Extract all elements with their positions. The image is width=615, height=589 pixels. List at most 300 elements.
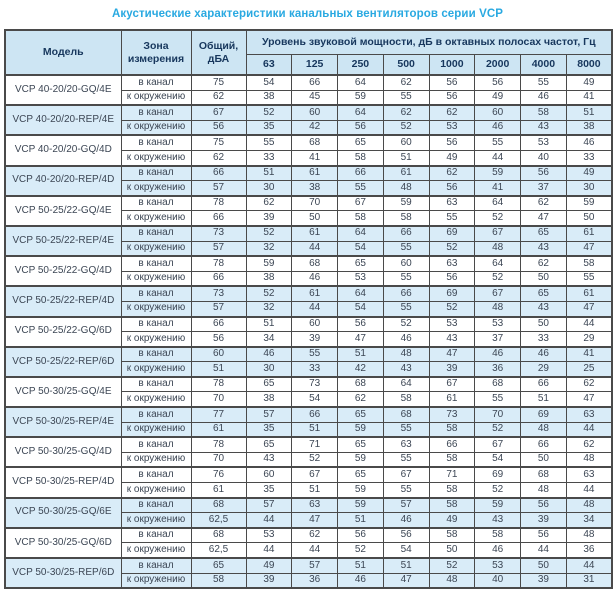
level-duct-250hz: 64 — [338, 226, 384, 241]
level-duct-8000hz: 62 — [566, 377, 612, 392]
level-ambient-4000hz: 48 — [521, 483, 567, 498]
level-duct-250hz: 65 — [338, 407, 384, 422]
level-duct-125hz: 63 — [292, 498, 338, 513]
level-ambient-500hz: 55 — [383, 271, 429, 286]
level-duct-500hz: 67 — [383, 467, 429, 482]
model-name: VCP 40-20/20-GQ/4E — [5, 75, 121, 105]
level-ambient-1000hz: 52 — [429, 301, 475, 316]
table-row-duct — [5, 317, 612, 332]
level-duct-2000hz: 64 — [475, 196, 521, 211]
level-duct-4000hz: 68 — [521, 467, 567, 482]
total-dba-duct: 66 — [191, 166, 246, 181]
zone-label-duct: в канал — [121, 407, 191, 422]
level-duct-63hz: 51 — [246, 317, 292, 332]
level-ambient-125hz: 33 — [292, 362, 338, 377]
level-duct-2000hz: 59 — [475, 498, 521, 513]
table-row-duct — [5, 347, 612, 362]
zone-label-ambient: к окружению — [121, 241, 191, 256]
zone-label-ambient: к окружению — [121, 271, 191, 286]
column-header-freq-250: 250 — [338, 55, 384, 76]
level-duct-63hz: 55 — [246, 135, 292, 150]
level-duct-63hz: 46 — [246, 347, 292, 362]
level-ambient-63hz: 30 — [246, 362, 292, 377]
zone-label-duct: в канал — [121, 347, 191, 362]
zone-label-ambient: к окружению — [121, 211, 191, 226]
level-duct-63hz: 65 — [246, 437, 292, 452]
level-duct-250hz: 56 — [338, 317, 384, 332]
total-dba-ambient: 66 — [191, 271, 246, 286]
model-name: VCP 50-25/22-GQ/4E — [5, 196, 121, 226]
zone-label-ambient: к окружению — [121, 120, 191, 135]
level-ambient-125hz: 39 — [292, 332, 338, 347]
level-duct-500hz: 56 — [383, 528, 429, 543]
level-duct-500hz: 62 — [383, 75, 429, 90]
total-dba-duct: 60 — [191, 347, 246, 362]
level-ambient-4000hz: 40 — [521, 150, 567, 165]
table-row-duct — [5, 467, 612, 482]
level-duct-8000hz: 48 — [566, 528, 612, 543]
level-duct-2000hz: 67 — [475, 226, 521, 241]
model-name: VCP 50-30/25-REP/4E — [5, 407, 121, 437]
total-dba-ambient: 61 — [191, 483, 246, 498]
level-ambient-125hz: 51 — [292, 483, 338, 498]
level-duct-1000hz: 67 — [429, 377, 475, 392]
level-duct-1000hz: 63 — [429, 256, 475, 271]
total-dba-ambient: 62 — [191, 150, 246, 165]
level-duct-63hz: 60 — [246, 467, 292, 482]
total-dba-duct: 75 — [191, 75, 246, 90]
level-ambient-4000hz: 33 — [521, 332, 567, 347]
model-name: VCP 50-30/25-REP/4D — [5, 467, 121, 497]
level-duct-250hz: 67 — [338, 196, 384, 211]
level-ambient-4000hz: 50 — [521, 271, 567, 286]
level-duct-250hz: 64 — [338, 75, 384, 90]
table-row-duct — [5, 528, 612, 543]
level-ambient-4000hz: 50 — [521, 452, 567, 467]
level-ambient-250hz: 54 — [338, 241, 384, 256]
level-ambient-1000hz: 58 — [429, 452, 475, 467]
level-duct-250hz: 65 — [338, 256, 384, 271]
level-duct-8000hz: 61 — [566, 226, 612, 241]
level-duct-500hz: 57 — [383, 498, 429, 513]
level-ambient-63hz: 43 — [246, 452, 292, 467]
level-ambient-8000hz: 31 — [566, 573, 612, 588]
table-row-duct — [5, 226, 612, 241]
level-ambient-63hz: 38 — [246, 90, 292, 105]
total-dba-duct: 73 — [191, 226, 246, 241]
total-dba-ambient: 51 — [191, 362, 246, 377]
level-ambient-4000hz: 39 — [521, 573, 567, 588]
zone-label-duct: в канал — [121, 135, 191, 150]
level-ambient-125hz: 41 — [292, 150, 338, 165]
level-duct-63hz: 62 — [246, 196, 292, 211]
level-ambient-63hz: 44 — [246, 513, 292, 528]
total-dba-duct: 78 — [191, 256, 246, 271]
level-duct-125hz: 55 — [292, 347, 338, 362]
total-dba-ambient: 58 — [191, 573, 246, 588]
level-duct-4000hz: 66 — [521, 437, 567, 452]
level-ambient-500hz: 55 — [383, 90, 429, 105]
table-row-duct — [5, 437, 612, 452]
level-duct-2000hz: 53 — [475, 558, 521, 573]
level-duct-250hz: 51 — [338, 558, 384, 573]
level-ambient-1000hz: 39 — [429, 362, 475, 377]
level-duct-8000hz: 51 — [566, 105, 612, 120]
level-ambient-125hz: 38 — [292, 181, 338, 196]
zone-label-ambient: к окружению — [121, 362, 191, 377]
column-header-freq-2000: 2000 — [475, 55, 521, 76]
level-duct-125hz: 67 — [292, 467, 338, 482]
level-ambient-125hz: 44 — [292, 543, 338, 558]
total-dba-ambient: 57 — [191, 241, 246, 256]
column-header-spectrum: Уровень звуковой мощности, дБ в октавных полосах частот, Гц — [246, 30, 612, 55]
level-duct-63hz: 57 — [246, 407, 292, 422]
table-row-duct — [5, 75, 612, 90]
table-row-duct — [5, 166, 612, 181]
level-ambient-500hz: 55 — [383, 422, 429, 437]
zone-label-duct: в канал — [121, 105, 191, 120]
level-ambient-1000hz: 56 — [429, 90, 475, 105]
level-ambient-8000hz: 33 — [566, 150, 612, 165]
level-duct-250hz: 59 — [338, 498, 384, 513]
model-name: VCP 50-30/25-GQ/6E — [5, 498, 121, 528]
level-ambient-2000hz: 52 — [475, 483, 521, 498]
zone-label-ambient: к окружению — [121, 332, 191, 347]
level-duct-250hz: 65 — [338, 467, 384, 482]
total-dba-duct: 76 — [191, 467, 246, 482]
column-header-freq-500: 500 — [383, 55, 429, 76]
level-duct-500hz: 66 — [383, 286, 429, 301]
level-ambient-250hz: 52 — [338, 543, 384, 558]
level-ambient-500hz: 55 — [383, 301, 429, 316]
level-duct-500hz: 59 — [383, 196, 429, 211]
level-duct-500hz: 60 — [383, 256, 429, 271]
level-ambient-8000hz: 36 — [566, 543, 612, 558]
level-duct-1000hz: 47 — [429, 347, 475, 362]
level-duct-125hz: 70 — [292, 196, 338, 211]
level-ambient-1000hz: 48 — [429, 573, 475, 588]
level-ambient-2000hz: 36 — [475, 362, 521, 377]
level-ambient-8000hz: 50 — [566, 211, 612, 226]
level-duct-500hz: 60 — [383, 135, 429, 150]
zone-label-duct: в канал — [121, 317, 191, 332]
level-duct-63hz: 52 — [246, 226, 292, 241]
level-ambient-250hz: 46 — [338, 573, 384, 588]
level-ambient-125hz: 50 — [292, 211, 338, 226]
level-duct-500hz: 66 — [383, 226, 429, 241]
table-row-duct — [5, 407, 612, 422]
level-duct-250hz: 64 — [338, 286, 384, 301]
level-duct-1000hz: 58 — [429, 528, 475, 543]
total-dba-duct: 78 — [191, 196, 246, 211]
level-ambient-2000hz: 43 — [475, 513, 521, 528]
level-duct-4000hz: 56 — [521, 166, 567, 181]
level-ambient-125hz: 45 — [292, 90, 338, 105]
level-duct-125hz: 68 — [292, 135, 338, 150]
column-header-total-dba: Общий, дБА — [191, 30, 246, 75]
level-duct-8000hz: 44 — [566, 317, 612, 332]
total-dba-ambient: 70 — [191, 392, 246, 407]
level-ambient-63hz: 38 — [246, 392, 292, 407]
level-duct-125hz: 73 — [292, 377, 338, 392]
model-name: VCP 50-30/25-GQ/6D — [5, 528, 121, 558]
table-row-duct — [5, 256, 612, 271]
level-ambient-250hz: 53 — [338, 271, 384, 286]
zone-label-ambient: к окружению — [121, 573, 191, 588]
level-ambient-500hz: 47 — [383, 573, 429, 588]
level-duct-2000hz: 70 — [475, 407, 521, 422]
total-dba-duct: 73 — [191, 286, 246, 301]
level-duct-125hz: 61 — [292, 226, 338, 241]
level-ambient-125hz: 36 — [292, 573, 338, 588]
level-duct-2000hz: 58 — [475, 528, 521, 543]
level-ambient-4000hz: 48 — [521, 422, 567, 437]
total-dba-ambient: 56 — [191, 332, 246, 347]
level-ambient-63hz: 32 — [246, 301, 292, 316]
level-ambient-63hz: 38 — [246, 271, 292, 286]
table-row-duct — [5, 286, 612, 301]
level-ambient-250hz: 59 — [338, 452, 384, 467]
model-name: VCP 50-25/22-GQ/4D — [5, 256, 121, 286]
level-duct-1000hz: 58 — [429, 498, 475, 513]
level-duct-4000hz: 58 — [521, 105, 567, 120]
level-duct-2000hz: 67 — [475, 286, 521, 301]
level-duct-4000hz: 65 — [521, 226, 567, 241]
level-duct-63hz: 65 — [246, 377, 292, 392]
model-name: VCP 40-20/20-REP/4E — [5, 105, 121, 135]
level-ambient-500hz: 52 — [383, 120, 429, 135]
model-name: VCP 50-30/25-GQ/4E — [5, 377, 121, 407]
zone-label-duct: в канал — [121, 377, 191, 392]
level-duct-8000hz: 61 — [566, 286, 612, 301]
zone-label-ambient: к окружению — [121, 452, 191, 467]
level-ambient-125hz: 54 — [292, 392, 338, 407]
level-duct-63hz: 57 — [246, 498, 292, 513]
table-row-duct — [5, 105, 612, 120]
level-ambient-1000hz: 49 — [429, 150, 475, 165]
level-duct-4000hz: 56 — [521, 528, 567, 543]
level-ambient-125hz: 47 — [292, 513, 338, 528]
level-ambient-2000hz: 52 — [475, 211, 521, 226]
zone-label-duct: в канал — [121, 528, 191, 543]
total-dba-ambient: 57 — [191, 301, 246, 316]
level-ambient-4000hz: 43 — [521, 241, 567, 256]
zone-label-duct: в канал — [121, 437, 191, 452]
level-ambient-8000hz: 30 — [566, 181, 612, 196]
level-duct-63hz: 52 — [246, 105, 292, 120]
level-ambient-2000hz: 37 — [475, 332, 521, 347]
level-duct-500hz: 52 — [383, 317, 429, 332]
level-ambient-1000hz: 49 — [429, 513, 475, 528]
level-ambient-2000hz: 52 — [475, 422, 521, 437]
level-ambient-8000hz: 34 — [566, 513, 612, 528]
level-duct-63hz: 54 — [246, 75, 292, 90]
level-ambient-63hz: 35 — [246, 120, 292, 135]
zone-label-ambient: к окружению — [121, 90, 191, 105]
level-ambient-8000hz: 38 — [566, 120, 612, 135]
level-duct-1000hz: 62 — [429, 105, 475, 120]
level-duct-63hz: 53 — [246, 528, 292, 543]
level-duct-8000hz: 41 — [566, 347, 612, 362]
total-dba-duct: 68 — [191, 528, 246, 543]
level-ambient-125hz: 46 — [292, 271, 338, 286]
level-ambient-250hz: 51 — [338, 513, 384, 528]
model-name: VCP 50-25/22-REP/4D — [5, 286, 121, 316]
level-ambient-1000hz: 58 — [429, 483, 475, 498]
zone-label-ambient: к окружению — [121, 392, 191, 407]
level-duct-4000hz: 56 — [521, 498, 567, 513]
level-duct-125hz: 71 — [292, 437, 338, 452]
level-ambient-8000hz: 25 — [566, 362, 612, 377]
level-ambient-500hz: 55 — [383, 452, 429, 467]
zone-label-duct: в канал — [121, 467, 191, 482]
level-ambient-1000hz: 61 — [429, 392, 475, 407]
level-ambient-4000hz: 51 — [521, 392, 567, 407]
level-ambient-8000hz: 44 — [566, 483, 612, 498]
level-duct-1000hz: 69 — [429, 226, 475, 241]
level-ambient-250hz: 59 — [338, 422, 384, 437]
level-duct-125hz: 62 — [292, 528, 338, 543]
level-ambient-1000hz: 56 — [429, 181, 475, 196]
level-duct-4000hz: 62 — [521, 256, 567, 271]
level-duct-250hz: 68 — [338, 377, 384, 392]
column-header-freq-63: 63 — [246, 55, 292, 76]
level-ambient-1000hz: 56 — [429, 271, 475, 286]
level-duct-250hz: 56 — [338, 528, 384, 543]
column-header-freq-125: 125 — [292, 55, 338, 76]
level-duct-125hz: 57 — [292, 558, 338, 573]
level-ambient-500hz: 54 — [383, 543, 429, 558]
zone-label-ambient: к окружению — [121, 181, 191, 196]
level-ambient-250hz: 59 — [338, 483, 384, 498]
level-ambient-125hz: 51 — [292, 422, 338, 437]
level-duct-250hz: 65 — [338, 135, 384, 150]
zone-label-ambient: к окружению — [121, 422, 191, 437]
level-duct-2000hz: 46 — [475, 347, 521, 362]
level-ambient-63hz: 39 — [246, 211, 292, 226]
level-ambient-4000hz: 43 — [521, 301, 567, 316]
level-ambient-2000hz: 54 — [475, 452, 521, 467]
level-duct-4000hz: 69 — [521, 407, 567, 422]
level-ambient-500hz: 58 — [383, 392, 429, 407]
level-ambient-4000hz: 39 — [521, 513, 567, 528]
level-ambient-4000hz: 29 — [521, 362, 567, 377]
level-ambient-8000hz: 48 — [566, 452, 612, 467]
level-duct-500hz: 48 — [383, 347, 429, 362]
level-duct-2000hz: 64 — [475, 256, 521, 271]
model-name: VCP 50-25/22-REP/4E — [5, 226, 121, 256]
level-duct-250hz: 64 — [338, 105, 384, 120]
level-duct-1000hz: 73 — [429, 407, 475, 422]
zone-label-duct: в канал — [121, 226, 191, 241]
level-duct-63hz: 59 — [246, 256, 292, 271]
level-ambient-250hz: 59 — [338, 90, 384, 105]
level-duct-2000hz: 59 — [475, 166, 521, 181]
column-header-freq-4000: 4000 — [521, 55, 567, 76]
total-dba-duct: 75 — [191, 135, 246, 150]
column-header-freq-8000: 8000 — [566, 55, 612, 76]
level-ambient-4000hz: 46 — [521, 90, 567, 105]
level-ambient-1000hz: 43 — [429, 332, 475, 347]
level-ambient-63hz: 34 — [246, 332, 292, 347]
level-duct-63hz: 49 — [246, 558, 292, 573]
model-name: VCP 50-30/25-GQ/4D — [5, 437, 121, 467]
level-duct-125hz: 60 — [292, 317, 338, 332]
level-ambient-250hz: 42 — [338, 362, 384, 377]
level-ambient-8000hz: 55 — [566, 271, 612, 286]
level-ambient-250hz: 54 — [338, 301, 384, 316]
level-ambient-250hz: 56 — [338, 120, 384, 135]
level-ambient-63hz: 30 — [246, 181, 292, 196]
level-ambient-500hz: 48 — [383, 181, 429, 196]
level-duct-500hz: 64 — [383, 377, 429, 392]
total-dba-duct: 65 — [191, 558, 246, 573]
level-duct-2000hz: 69 — [475, 467, 521, 482]
level-ambient-125hz: 52 — [292, 452, 338, 467]
model-name: VCP 40-20/20-REP/4D — [5, 166, 121, 196]
level-duct-2000hz: 68 — [475, 377, 521, 392]
level-ambient-2000hz: 52 — [475, 271, 521, 286]
level-ambient-500hz: 51 — [383, 150, 429, 165]
level-duct-1000hz: 71 — [429, 467, 475, 482]
zone-label-duct: в канал — [121, 558, 191, 573]
level-duct-4000hz: 66 — [521, 377, 567, 392]
level-ambient-250hz: 62 — [338, 392, 384, 407]
level-ambient-2000hz: 55 — [475, 392, 521, 407]
level-duct-1000hz: 56 — [429, 75, 475, 90]
level-ambient-63hz: 35 — [246, 422, 292, 437]
total-dba-ambient: 70 — [191, 452, 246, 467]
total-dba-ambient: 62 — [191, 90, 246, 105]
level-duct-8000hz: 63 — [566, 467, 612, 482]
level-duct-2000hz: 56 — [475, 75, 521, 90]
level-ambient-2000hz: 49 — [475, 90, 521, 105]
zone-label-ambient: к окружению — [121, 150, 191, 165]
total-dba-ambient: 61 — [191, 422, 246, 437]
level-ambient-1000hz: 52 — [429, 241, 475, 256]
model-name: VCP 40-20/20-GQ/4D — [5, 135, 121, 165]
level-ambient-2000hz: 41 — [475, 181, 521, 196]
level-duct-4000hz: 46 — [521, 347, 567, 362]
zone-label-duct: в канал — [121, 256, 191, 271]
zone-label-ambient: к окружению — [121, 543, 191, 558]
level-ambient-4000hz: 43 — [521, 120, 567, 135]
zone-label-ambient: к окружению — [121, 483, 191, 498]
zone-label-duct: в канал — [121, 75, 191, 90]
level-duct-500hz: 63 — [383, 437, 429, 452]
level-ambient-1000hz: 55 — [429, 211, 475, 226]
table-row-duct — [5, 558, 612, 573]
level-ambient-250hz: 58 — [338, 211, 384, 226]
level-ambient-1000hz: 50 — [429, 543, 475, 558]
level-ambient-500hz: 55 — [383, 483, 429, 498]
level-duct-125hz: 66 — [292, 75, 338, 90]
zone-label-duct: в канал — [121, 196, 191, 211]
zone-label-duct: в канал — [121, 286, 191, 301]
level-ambient-125hz: 44 — [292, 301, 338, 316]
level-duct-500hz: 68 — [383, 407, 429, 422]
level-ambient-8000hz: 47 — [566, 392, 612, 407]
level-duct-500hz: 62 — [383, 105, 429, 120]
level-duct-125hz: 66 — [292, 407, 338, 422]
level-duct-125hz: 60 — [292, 105, 338, 120]
table-row-duct — [5, 135, 612, 150]
level-duct-4000hz: 53 — [521, 135, 567, 150]
column-header-freq-1000: 1000 — [429, 55, 475, 76]
total-dba-duct: 77 — [191, 407, 246, 422]
level-ambient-2000hz: 46 — [475, 543, 521, 558]
level-duct-4000hz: 50 — [521, 317, 567, 332]
